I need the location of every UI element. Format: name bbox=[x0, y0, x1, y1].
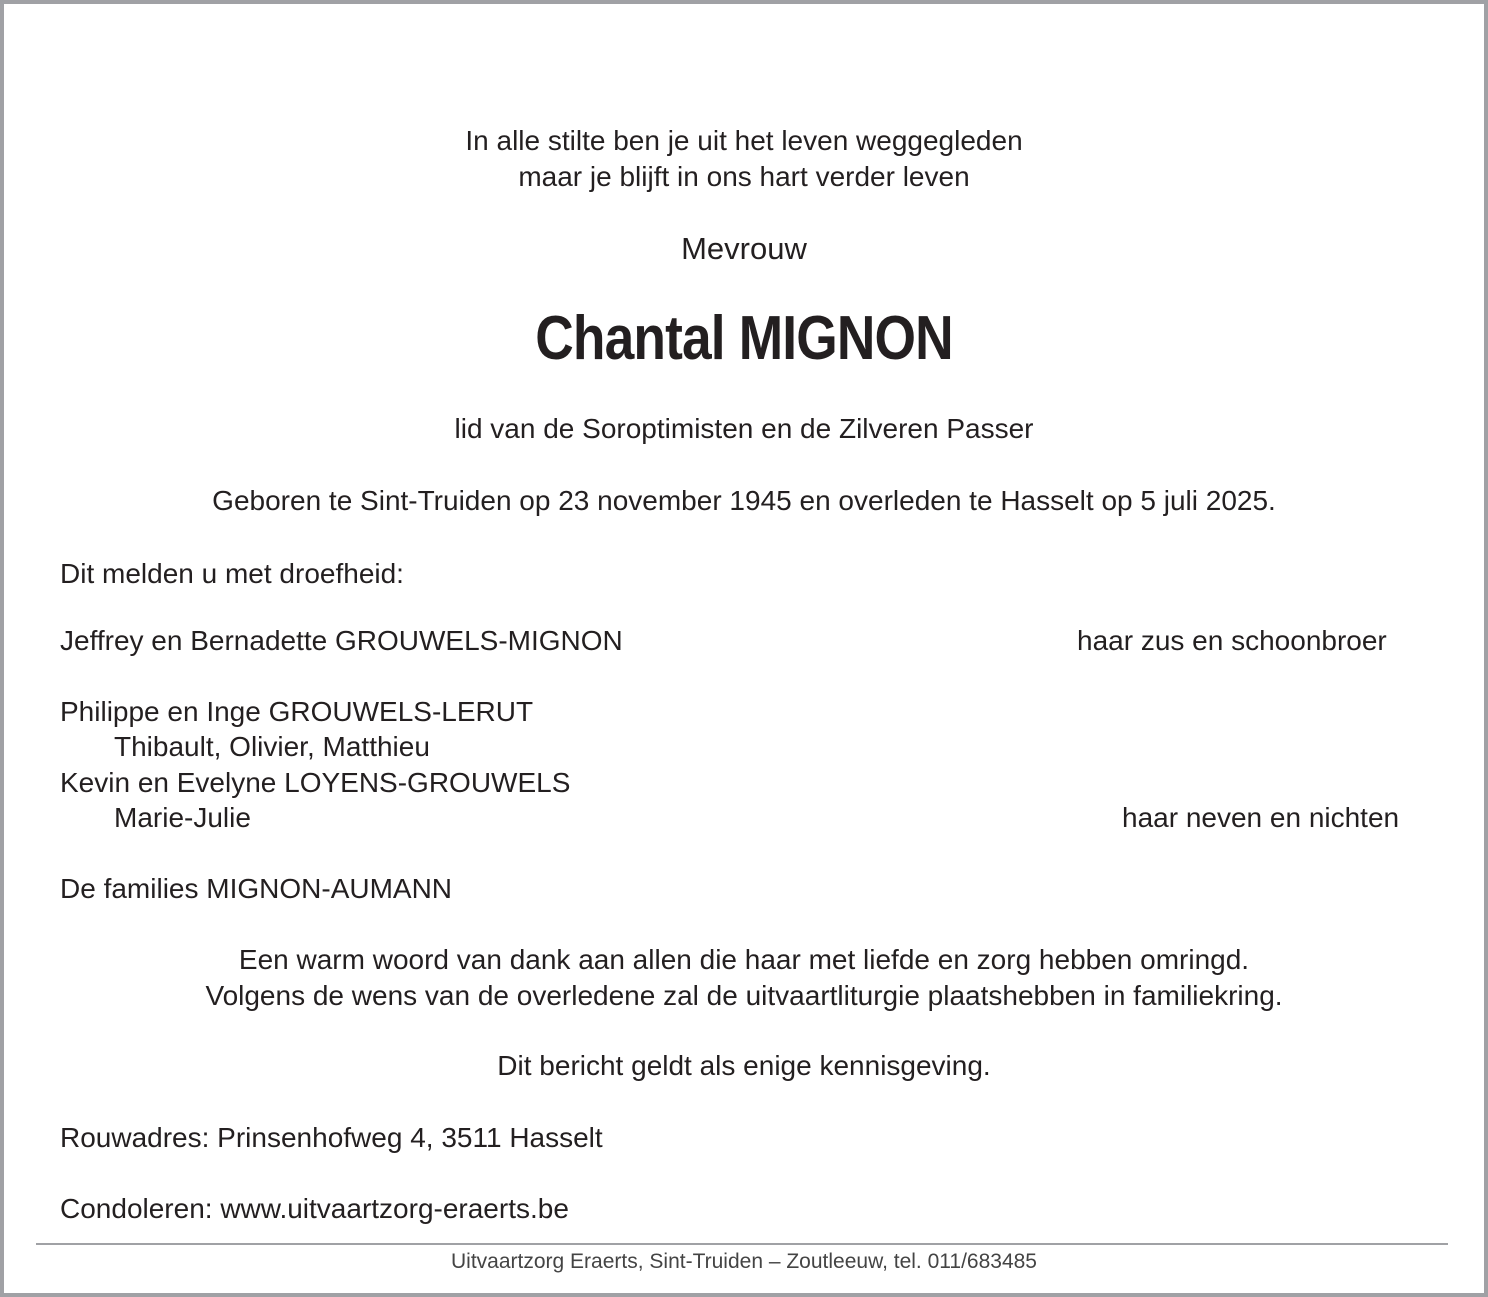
intro: Dit melden u met droefheid: bbox=[60, 558, 404, 589]
family-name: De families MIGNON-AUMANN bbox=[60, 873, 453, 904]
family-name: Kevin en Evelyne LOYENS-GROUWELS bbox=[60, 767, 571, 798]
family-name: Philippe en Inge GROUWELS-LERUT bbox=[60, 696, 534, 727]
obituary-card bbox=[4, 4, 1484, 1293]
family-name: Jeffrey en Bernadette GROUWELS-MIGNON bbox=[60, 625, 623, 656]
thanks-line-1: Een warm woord van dank aan allen die haar met liefde en zorg hebben omringd. bbox=[238, 944, 1250, 975]
family-relation: haar neven en nichten bbox=[1122, 802, 1400, 833]
family-name: Marie-Julie bbox=[114, 802, 251, 833]
address: Rouwadres: Prinsenhofweg 4, 3511 Hasselt bbox=[60, 1122, 603, 1153]
family-relation: haar zus en schoonbroer bbox=[1077, 625, 1387, 656]
footer: Uitvaartzorg Eraerts, Sint-Truiden – Zoutleeuw, tel. 011/683485 bbox=[451, 1250, 1037, 1273]
deceased-name: Chantal MIGNON bbox=[535, 304, 953, 373]
notice-line: Dit bericht geldt als enige kennisgeving. bbox=[497, 1050, 991, 1081]
salutation: Mevrouw bbox=[681, 231, 807, 266]
verse-line-2: maar je blijft in ons hart verder leven bbox=[518, 161, 970, 192]
condolences-link[interactable]: Condoleren: www.uitvaartzorg-eraerts.be bbox=[60, 1193, 569, 1224]
thanks-line-2: Volgens de wens van de overledene zal de uitvaartliturgie plaatshebben in familiekring. bbox=[205, 980, 1283, 1011]
divider bbox=[36, 1243, 1448, 1245]
verse-line-1: In alle stilte ben je uit het leven weggegleden bbox=[465, 125, 1023, 156]
birth-death: Geboren te Sint-Truiden op 23 november 1945 en overleden te Hasselt op 5 juli 2025. bbox=[212, 485, 1276, 516]
membership: lid van de Soroptimisten en de Zilveren Passer bbox=[454, 413, 1034, 444]
family-name: Thibault, Olivier, Matthieu bbox=[114, 731, 430, 762]
